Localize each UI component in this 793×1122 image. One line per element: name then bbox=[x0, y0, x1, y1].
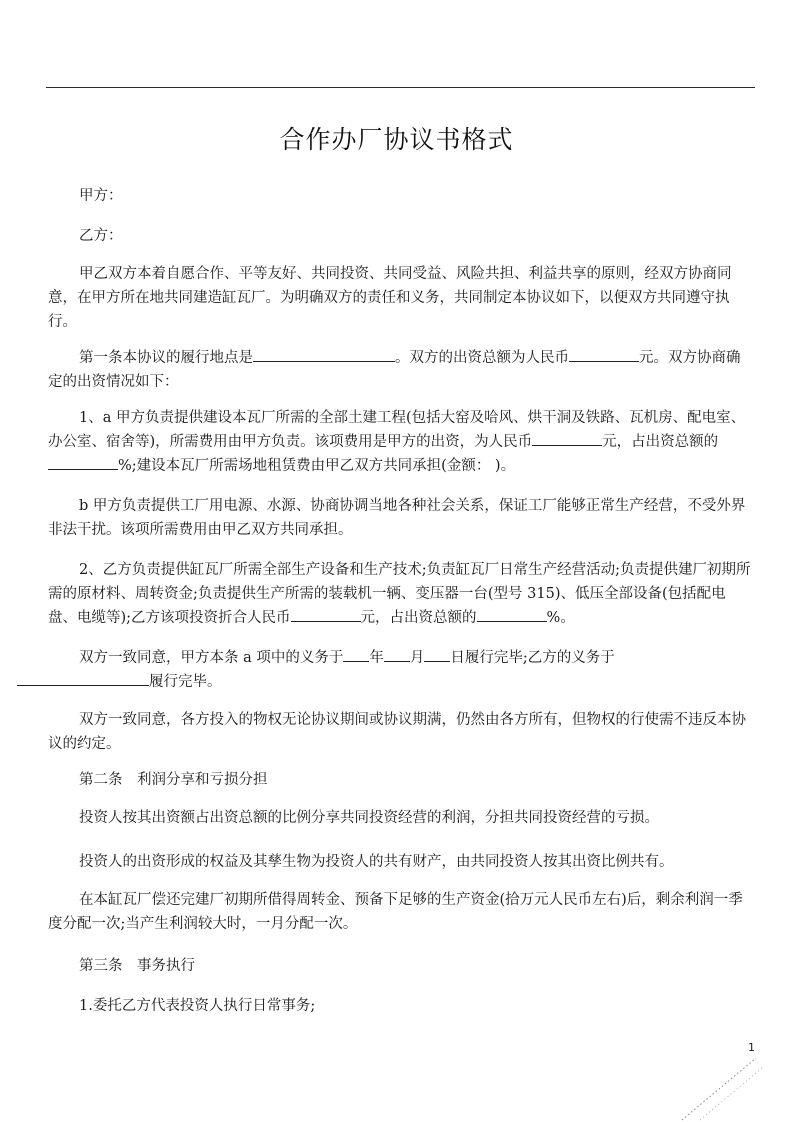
intro-paragraph: 甲乙双方本着自愿合作、平等友好、共同投资、共同受益、风险共担、利益共享的原则，经双方协商同意，在甲方所在地共同建造缸瓦厂。为明确双方的责任和义务，共同制定本协议如下，以便双方共同遵守执行。 bbox=[48, 266, 732, 330]
item2-text-c: %。 bbox=[546, 610, 575, 626]
item1-text-b: 元，占出资总额的 bbox=[602, 434, 719, 450]
agree1-day: 日履行完毕;乙方的义务于 bbox=[450, 650, 615, 666]
party-a-amount-blank[interactable] bbox=[532, 431, 602, 446]
item2-text-a: 2、乙方负责提供缸瓦厂所需全部生产设备和生产技术;负责缸瓦厂日常生产经营活动;负责提供建厂初期所需的原材料、周转资金;负责提供生产所需的装载机一辆、变压器一台(型号 315)、低压全部设备(包括配电盘、电缆等);乙方该项投资折合人民币 bbox=[48, 562, 751, 626]
agree1-text-a: 双方一致同意，甲方本条 a 项中的义务于 bbox=[79, 650, 344, 666]
article1-text-a: 第一条本协议的履行地点是 bbox=[79, 350, 253, 366]
article1-text-c: 元。双方协商确定的出资情况如下： bbox=[48, 350, 741, 390]
item1b-paragraph: b 甲方负责提供工厂用电源、水源、协商协调当地各种社会关系，保证工厂能够正常生产经营，不受外界非法干扰。该项所需费用由甲乙双方共同承担。 bbox=[48, 498, 746, 538]
agree1-month: 月 bbox=[409, 650, 425, 666]
article1-text-b: 。双方的出资总额为人民币 bbox=[395, 350, 569, 366]
article2-heading: 第二条 利润分享和亏损分担 bbox=[79, 772, 268, 788]
party-b-percent-blank[interactable] bbox=[477, 607, 547, 622]
party-b-label: 乙方： bbox=[79, 228, 123, 244]
page-number: 1 bbox=[748, 1041, 755, 1054]
article3-heading: 第三条 事务执行 bbox=[79, 958, 195, 974]
page-curl-decoration bbox=[670, 1048, 780, 1122]
party-b-amount-blank[interactable] bbox=[291, 607, 361, 622]
item2-paragraph bbox=[48, 558, 753, 630]
party-b-deadline-blank[interactable] bbox=[17, 671, 149, 686]
agree1-year: 年 bbox=[369, 650, 384, 666]
agree1-end: 履行完毕。 bbox=[149, 674, 222, 690]
article1-paragraph bbox=[48, 346, 753, 394]
item1-text-a: 1、a 甲方负责提供建设本瓦厂所需的全部土建工程(包括大窑及哈风、烘干洞及铁路、瓦机房、配电室、办公室、宿舍等)，所需费用由甲方负责。该项费用是甲方的出资，为人民币 bbox=[48, 410, 746, 450]
total-amount-blank[interactable] bbox=[569, 347, 639, 362]
article3-paragraph1: 1.委托乙方代表投资人执行日常事务; bbox=[79, 998, 316, 1014]
article2-paragraph1: 投资人按其出资额占出资总额的比例分享共同投资经营的利润，分担共同投资经营的亏损。 bbox=[79, 810, 659, 826]
article2-paragraph3: 在本缸瓦厂偿还完建厂初期所借得周转金、预备下足够的生产资金(拾万元人民币左右)后，剩余利润一季度分配一次;当产生利润较大时，一月分配一次。 bbox=[48, 892, 743, 932]
day-blank[interactable] bbox=[424, 647, 450, 662]
header-rule bbox=[46, 87, 755, 88]
agreement2-paragraph: 双方一致同意，各方投入的物权无论协议期间或协议期满，仍然由各方所有，但物权的行使需不违反本协议的约定。 bbox=[48, 712, 746, 752]
article2-paragraph2: 投资人的出资形成的权益及其孳生物为投资人的共有财产，由共同投资人按其出资比例共有。 bbox=[79, 854, 674, 870]
location-blank[interactable] bbox=[253, 347, 395, 362]
item2-text-b: 元，占出资总额的 bbox=[360, 610, 477, 626]
month-blank[interactable] bbox=[384, 647, 410, 662]
document-title: 合作办厂协议书格式 bbox=[279, 125, 514, 154]
agreement1-paragraph bbox=[48, 646, 753, 694]
item1-text-c: %;建设本瓦厂所需场地租赁费由甲乙双方共同承担(金额： )。 bbox=[118, 458, 516, 474]
year-blank[interactable] bbox=[343, 647, 369, 662]
item1-paragraph bbox=[48, 406, 753, 478]
party-a-label: 甲方： bbox=[79, 188, 123, 204]
party-a-percent-blank[interactable] bbox=[48, 455, 118, 470]
